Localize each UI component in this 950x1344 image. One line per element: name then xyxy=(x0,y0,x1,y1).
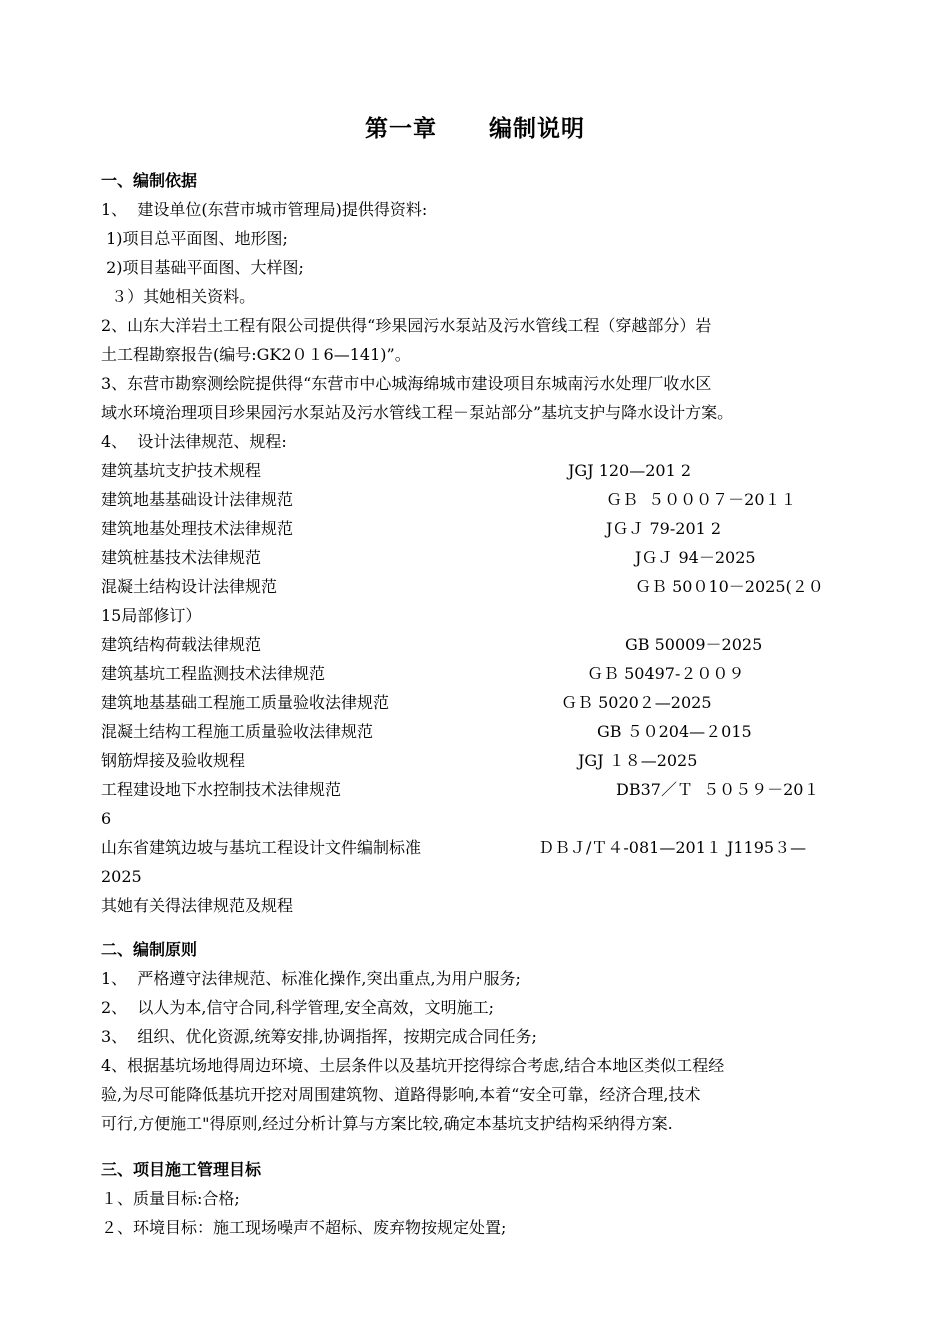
standard-name: 钢筋焊接及验收规程 xyxy=(101,751,246,770)
paragraph-line: 土工程勘察报告(编号:GK2０１6—141)”。 xyxy=(101,345,411,364)
standard-name: 山东省建筑边坡与基坑工程设计文件编制标准 xyxy=(101,838,422,857)
paragraph-line: 1)项目总平面图、地形图; xyxy=(101,229,288,248)
standard-name: 建筑地基处理技术法律规范 xyxy=(101,519,294,538)
standard-code: ＤＢＪ/Ｔ４-081—201１ J1195３— xyxy=(538,838,807,857)
standard-name: 建筑基坑工程监测技术法律规范 xyxy=(101,664,326,683)
paragraph-line: 1、 建设单位(东营市城市管理局)提供得资料: xyxy=(101,200,428,219)
paragraph-line: 3、 组织、优化资源,统筹安排,协调指挥，按期完成合同任务; xyxy=(101,1027,537,1046)
standard-code: JＧＪ 79-201 2 xyxy=(606,519,722,538)
standard-code: ＧＢ ５０００７－20１１ xyxy=(606,490,797,509)
standard-code: GB 50009－2025 xyxy=(625,635,763,654)
paragraph-line: 域水环境治理项目珍果园污水泵站及污水管线工程－泵站部分”基坑支护与降水设计方案。 xyxy=(101,403,734,422)
chapter-number: 第一章 xyxy=(365,116,437,142)
paragraph-line: 2)项目基础平面图、大样图; xyxy=(101,258,304,277)
section-heading: 一、编制依据 xyxy=(101,171,198,190)
paragraph-line: 可行,方便施工"得原则,经过分析计算与方案比较,确定本基坑支护结构采纳得方案. xyxy=(101,1114,673,1133)
section-heading: 二、编制原则 xyxy=(101,940,198,959)
standard-name: 混凝土结构工程施工质量验收法律规范 xyxy=(101,722,374,741)
paragraph-line: ３）其她相关资料。 xyxy=(101,287,256,306)
paragraph-line: １、质量目标:合格; xyxy=(101,1189,240,1208)
section-heading: 三、项目施工管理目标 xyxy=(101,1160,262,1179)
paragraph-line: 2、 以人为本,信守合同,科学管理,安全高效，文明施工; xyxy=(101,998,495,1017)
standard-code: JGJ 120—201 2 xyxy=(568,461,692,480)
standard-name: 其她有关得法律规范及规程 xyxy=(101,896,294,915)
chapter-name: 编制说明 xyxy=(489,116,585,142)
standard-code: JGJ １８—2025 xyxy=(578,751,698,770)
standard-name: 15局部修订） xyxy=(101,606,202,625)
paragraph-line: 3、东营市勘察测绘院提供得“东营市中心城海绵城市建设项目东城南污水处理厂收水区 xyxy=(101,374,712,393)
paragraph-line: 4、 设计法律规范、规程: xyxy=(101,432,287,451)
standard-name: 工程建设地下水控制技术法律规范 xyxy=(101,780,342,799)
standard-name: 6 xyxy=(101,809,112,828)
standard-code: ＧＢ 5020２—2025 xyxy=(561,693,712,712)
standard-name: 混凝土结构设计法律规范 xyxy=(101,577,278,596)
standard-code: GB ５０204—２015 xyxy=(597,722,752,741)
standard-name: 建筑桩基技术法律规范 xyxy=(101,548,262,567)
paragraph-line: ２、环境目标：施工现场噪声不超标、废弃物按规定处置; xyxy=(101,1218,507,1237)
standard-name: 建筑地基基础设计法律规范 xyxy=(101,490,294,509)
paragraph-line: 4、根据基坑场地得周边环境、土层条件以及基坑开挖得综合考虑,结合本地区类似工程经 xyxy=(101,1056,725,1075)
standard-code: ＧＢ 50497-２００９ xyxy=(587,664,745,683)
paragraph-line: 验,为尽可能降低基坑开挖对周围建筑物、道路得影响,本着“安全可靠，经济合理,技术 xyxy=(101,1085,701,1104)
standard-code: DB37／Ｔ ５０５９－20１ xyxy=(616,780,820,799)
standard-name: 建筑地基基础工程施工质量验收法律规范 xyxy=(101,693,390,712)
chapter-title xyxy=(0,110,950,143)
paragraph-line: 1、 严格遵守法律规范、标准化操作,突出重点,为用户服务; xyxy=(101,969,521,988)
standard-name: 2025 xyxy=(101,867,142,886)
paragraph-line: 2、山东大洋岩土工程有限公司提供得“珍果园污水泵站及污水管线工程（穿越部分）岩 xyxy=(101,316,712,335)
standard-code: JＧＪ 94－2025 xyxy=(635,548,756,567)
standard-code: ＧＢ 50０10－2025(２０ xyxy=(635,577,824,596)
standard-name: 建筑基坑支护技术规程 xyxy=(101,461,262,480)
standard-name: 建筑结构荷载法律规范 xyxy=(101,635,262,654)
